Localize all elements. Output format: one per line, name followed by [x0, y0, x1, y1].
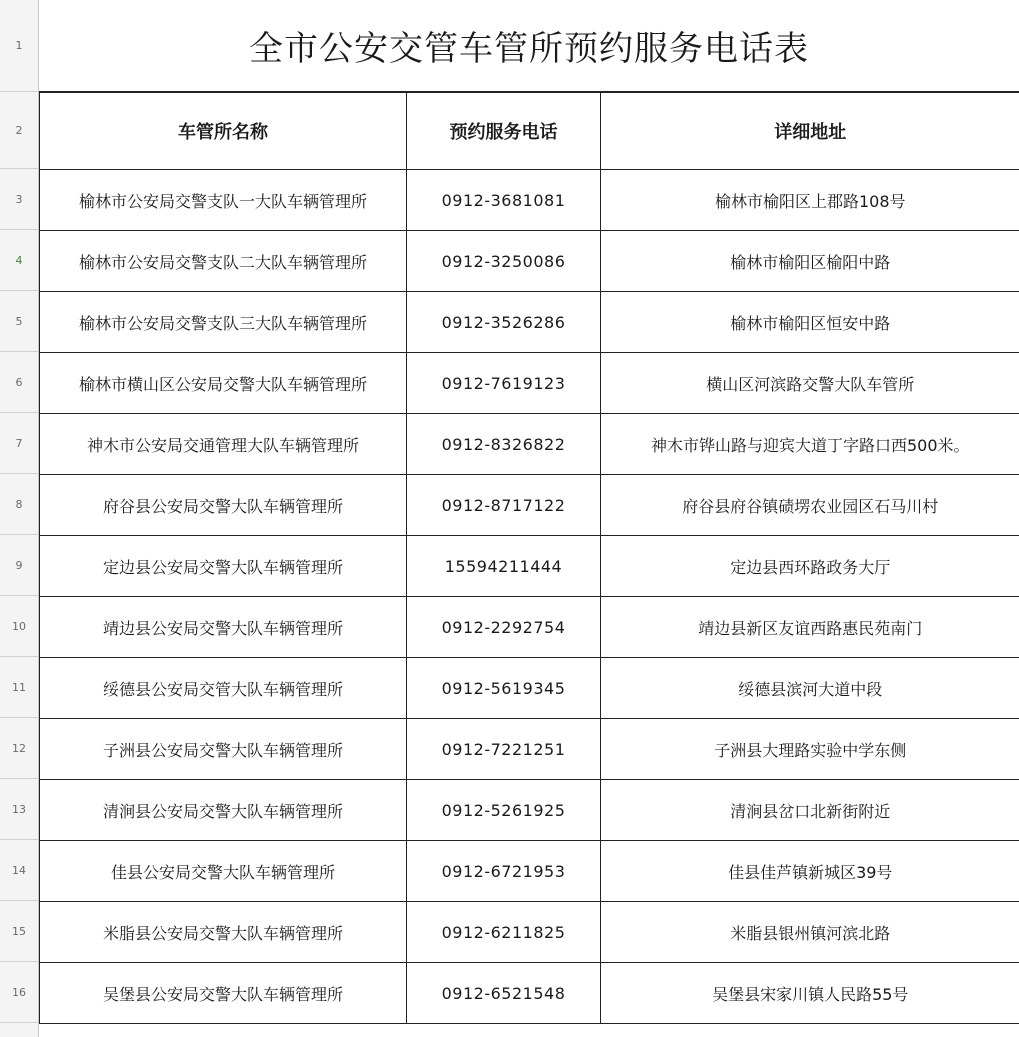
row-number[interactable]: 15 — [0, 901, 38, 962]
address-cell[interactable]: 榆林市榆阳区榆阳中路 — [601, 231, 1019, 292]
row-number[interactable]: 5 — [0, 291, 38, 352]
office-name-cell[interactable]: 清涧县公安局交警大队车辆管理所 — [40, 780, 407, 841]
table-row — [40, 292, 1019, 353]
table-row — [40, 597, 1019, 658]
office-name-cell[interactable]: 榆林市横山区公安局交警大队车辆管理所 — [40, 353, 407, 414]
table-row — [40, 780, 1019, 841]
address-cell[interactable]: 榆林市榆阳区恒安中路 — [601, 292, 1019, 353]
phone-cell[interactable]: 0912-6521548 — [407, 963, 601, 1024]
address-cell[interactable]: 神木市铧山路与迎宾大道丁字路口西500米。 — [601, 414, 1019, 475]
row-number[interactable]: 14 — [0, 840, 38, 901]
office-name-cell[interactable]: 绥德县公安局交管大队车辆管理所 — [40, 658, 407, 719]
table-row — [40, 902, 1019, 963]
row-number[interactable]: 6 — [0, 352, 38, 413]
row-number[interactable]: 8 — [0, 474, 38, 535]
office-name-cell[interactable]: 榆林市公安局交警支队一大队车辆管理所 — [40, 170, 407, 231]
row-number[interactable]: 2 — [0, 92, 38, 169]
phone-cell[interactable]: 0912-8717122 — [407, 475, 601, 536]
phone-cell[interactable]: 0912-7619123 — [407, 353, 601, 414]
row-number[interactable]: 1 — [0, 0, 38, 92]
office-name-cell[interactable]: 吴堡县公安局交警大队车辆管理所 — [40, 963, 407, 1024]
row-number[interactable]: 16 — [0, 962, 38, 1023]
phone-cell[interactable]: 0912-3526286 — [407, 292, 601, 353]
table-title[interactable]: 全市公安交管车管所预约服务电话表 — [39, 0, 1019, 92]
phone-cell[interactable]: 0912-5261925 — [407, 780, 601, 841]
phone-cell[interactable]: 0912-5619345 — [407, 658, 601, 719]
row-number[interactable]: 10 — [0, 596, 38, 657]
phone-cell[interactable]: 0912-3681081 — [407, 170, 601, 231]
office-name-cell[interactable]: 榆林市公安局交警支队三大队车辆管理所 — [40, 292, 407, 353]
address-cell[interactable]: 佳县佳芦镇新城区39号 — [601, 841, 1019, 902]
header-row — [40, 93, 1019, 170]
address-cell[interactable]: 清涧县岔口北新街附近 — [601, 780, 1019, 841]
address-cell[interactable]: 米脂县银州镇河滨北路 — [601, 902, 1019, 963]
table-row — [40, 536, 1019, 597]
row-number[interactable]: 9 — [0, 535, 38, 596]
address-cell[interactable]: 府谷县府谷镇碛塄农业园区石马川村 — [601, 475, 1019, 536]
office-name-cell[interactable]: 子洲县公安局交警大队车辆管理所 — [40, 719, 407, 780]
row-number[interactable]: 13 — [0, 779, 38, 840]
phone-cell[interactable]: 0912-6211825 — [407, 902, 601, 963]
phone-cell[interactable]: 15594211444 — [407, 536, 601, 597]
table-row — [40, 841, 1019, 902]
table-row — [40, 170, 1019, 231]
office-name-cell[interactable]: 靖边县公安局交警大队车辆管理所 — [40, 597, 407, 658]
phone-table — [39, 92, 1019, 1024]
row-number[interactable]: 7 — [0, 413, 38, 474]
phone-cell[interactable]: 0912-6721953 — [407, 841, 601, 902]
table-row — [40, 475, 1019, 536]
address-cell[interactable]: 榆林市榆阳区上郡路108号 — [601, 170, 1019, 231]
row-number[interactable]: 12 — [0, 718, 38, 779]
column-header-address[interactable]: 详细地址 — [601, 93, 1019, 170]
table-row — [40, 963, 1019, 1024]
table-row — [40, 414, 1019, 475]
office-name-cell[interactable]: 榆林市公安局交警支队二大队车辆管理所 — [40, 231, 407, 292]
office-name-cell[interactable]: 佳县公安局交警大队车辆管理所 — [40, 841, 407, 902]
row-number-column — [0, 0, 39, 1037]
address-cell[interactable]: 横山区河滨路交警大队车管所 — [601, 353, 1019, 414]
office-name-cell[interactable]: 米脂县公安局交警大队车辆管理所 — [40, 902, 407, 963]
table-row — [40, 231, 1019, 292]
address-cell[interactable]: 吴堡县宋家川镇人民路55号 — [601, 963, 1019, 1024]
address-cell[interactable]: 靖边县新区友谊西路惠民苑南门 — [601, 597, 1019, 658]
address-cell[interactable]: 绥德县滨河大道中段 — [601, 658, 1019, 719]
phone-cell[interactable]: 0912-3250086 — [407, 231, 601, 292]
office-name-cell[interactable]: 定边县公安局交警大队车辆管理所 — [40, 536, 407, 597]
phone-cell[interactable]: 0912-8326822 — [407, 414, 601, 475]
row-number[interactable]: 3 — [0, 169, 38, 230]
office-name-cell[interactable]: 神木市公安局交通管理大队车辆管理所 — [40, 414, 407, 475]
table-row — [40, 353, 1019, 414]
phone-cell[interactable]: 0912-2292754 — [407, 597, 601, 658]
address-cell[interactable]: 定边县西环路政务大厅 — [601, 536, 1019, 597]
column-header-name[interactable]: 车管所名称 — [40, 93, 407, 170]
address-cell[interactable]: 子洲县大理路实验中学东侧 — [601, 719, 1019, 780]
phone-cell[interactable]: 0912-7221251 — [407, 719, 601, 780]
column-header-phone[interactable]: 预约服务电话 — [407, 93, 601, 170]
office-name-cell[interactable]: 府谷县公安局交警大队车辆管理所 — [40, 475, 407, 536]
table-row — [40, 719, 1019, 780]
table-row — [40, 658, 1019, 719]
row-number[interactable]: 11 — [0, 657, 38, 718]
row-number[interactable]: 4 — [0, 230, 38, 291]
